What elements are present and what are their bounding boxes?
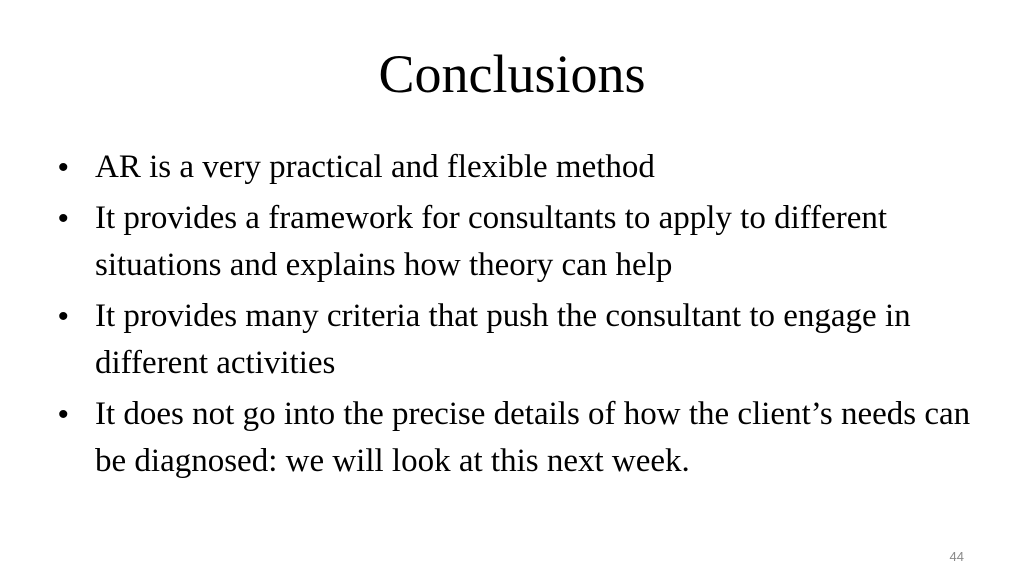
bullet-text: AR is a very practical and flexible method <box>95 149 655 185</box>
bullet-icon: • <box>58 300 69 333</box>
slide-title: Conclusions <box>378 44 646 104</box>
bullet-item <box>58 293 978 387</box>
bullet-item <box>58 195 978 289</box>
bullet-icon: • <box>58 151 69 184</box>
bullet-icon: • <box>58 398 69 431</box>
bullet-list <box>58 144 978 489</box>
bullet-text: It provides many criteria that push the consultant to engage in different activities <box>95 298 911 381</box>
bullet-text: It does not go into the precise details of how the client’s needs can be diagnosed: we will look at this next week. <box>95 396 971 479</box>
bullet-text: It provides a framework for consultants to apply to different situations and explains how theory can help <box>95 200 888 283</box>
page-number: 44 <box>949 549 964 564</box>
bullet-item <box>58 144 978 191</box>
bullet-icon: • <box>58 202 69 235</box>
bullet-item <box>58 391 978 485</box>
